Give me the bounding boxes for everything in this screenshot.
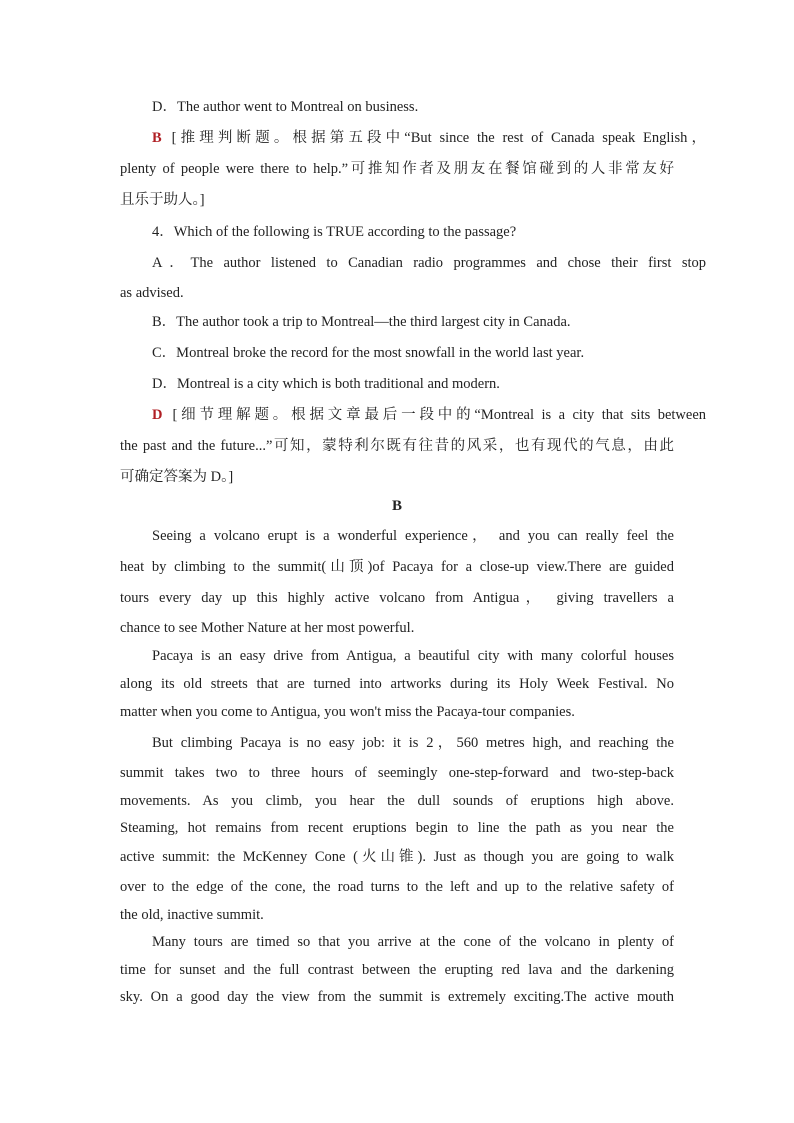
section-heading: B	[391, 498, 402, 514]
q3-option-d: D．The author went to Montreal on business.	[152, 99, 419, 115]
passage-line: the old, inactive summit.	[120, 907, 264, 923]
q4-explanation-1: [细节理解题。根据文章最后一段中的“Montreal is a city that sits between	[172, 407, 706, 423]
q3-answer-line-1	[152, 129, 706, 147]
q4-option-c: C．Montreal broke the record for the most snowfall in the world last year.	[152, 345, 585, 361]
passage-line: tours every day up this highly active volcano from Antigua， giving travellers a	[120, 590, 674, 606]
q4-question: 4．Which of the following is TRUE according to the passage?	[152, 224, 517, 240]
q3-answer-letter: B	[152, 130, 162, 146]
passage-line: time for sunset and the full contrast between the erupting red lava and the darkening	[120, 962, 674, 978]
q4-answer-line-1	[152, 406, 706, 424]
passage-line: But climbing Pacaya is no easy job: it is 2，560 metres high, and reaching the	[152, 735, 674, 751]
q4-explanation-2: the past and the future...”可知，蒙特利尔既有往昔的风采，也有现代的气息，由此	[120, 438, 674, 454]
passage-line: chance to see Mother Nature at her most powerful.	[120, 620, 415, 636]
q4-option-d: D．Montreal is a city which is both traditional and modern.	[152, 376, 500, 392]
passage-line: over to the edge of the cone, the road turns to the left and up to the relative safety of	[120, 879, 674, 895]
q4-option-b: B．The author took a trip to Montreal—the third largest city in Canada.	[152, 314, 571, 330]
q3-explanation-2: plenty of people were there to help.”可推知作者及朋友在餐馆碰到的人非常友好	[120, 161, 674, 177]
passage-line: sky. On a good day the view from the summit is extremely exciting.The active mouth	[120, 989, 674, 1005]
q4-explanation-3: 可确定答案为 D。]	[120, 469, 234, 485]
passage-line: movements. As you climb, you hear the dull sounds of eruptions high above.	[120, 793, 674, 809]
q4-answer-letter: D	[152, 407, 163, 423]
q4-option-a: A．The author listened to Canadian radio programmes and chose their first stop	[152, 255, 706, 271]
passage-line: heat by climbing to the summit(山顶)of Pacaya for a close-up view.There are guided	[120, 559, 674, 575]
passage-line: summit takes two to three hours of seemingly one-step-forward and two-step-back	[120, 765, 674, 781]
q4-option-a-cont: as advised.	[120, 285, 184, 301]
q3-explanation-1: [推理判断题。根据第五段中“But since the rest of Canada speak English，	[171, 130, 706, 146]
passage-line: Steaming, hot remains from recent eruptions begin to line the path as you near the	[120, 820, 674, 836]
q3-explanation-3: 且乐于助人。]	[120, 192, 205, 208]
passage-line: Many tours are timed so that you arrive at the cone of the volcano in plenty of	[152, 934, 674, 950]
passage-line: matter when you come to Antigua, you won't miss the Pacaya-tour companies.	[120, 704, 575, 720]
passage-line: along its old streets that are turned into artworks during its Holy Week Festival. No	[120, 676, 674, 692]
passage-line: Seeing a volcano erupt is a wonderful experience， and you can really feel the	[152, 528, 674, 544]
passage-line: active summit: the McKenney Cone (火山锥). Just as though you are going to walk	[120, 849, 674, 865]
passage-line: Pacaya is an easy drive from Antigua, a beautiful city with many colorful houses	[152, 648, 674, 664]
